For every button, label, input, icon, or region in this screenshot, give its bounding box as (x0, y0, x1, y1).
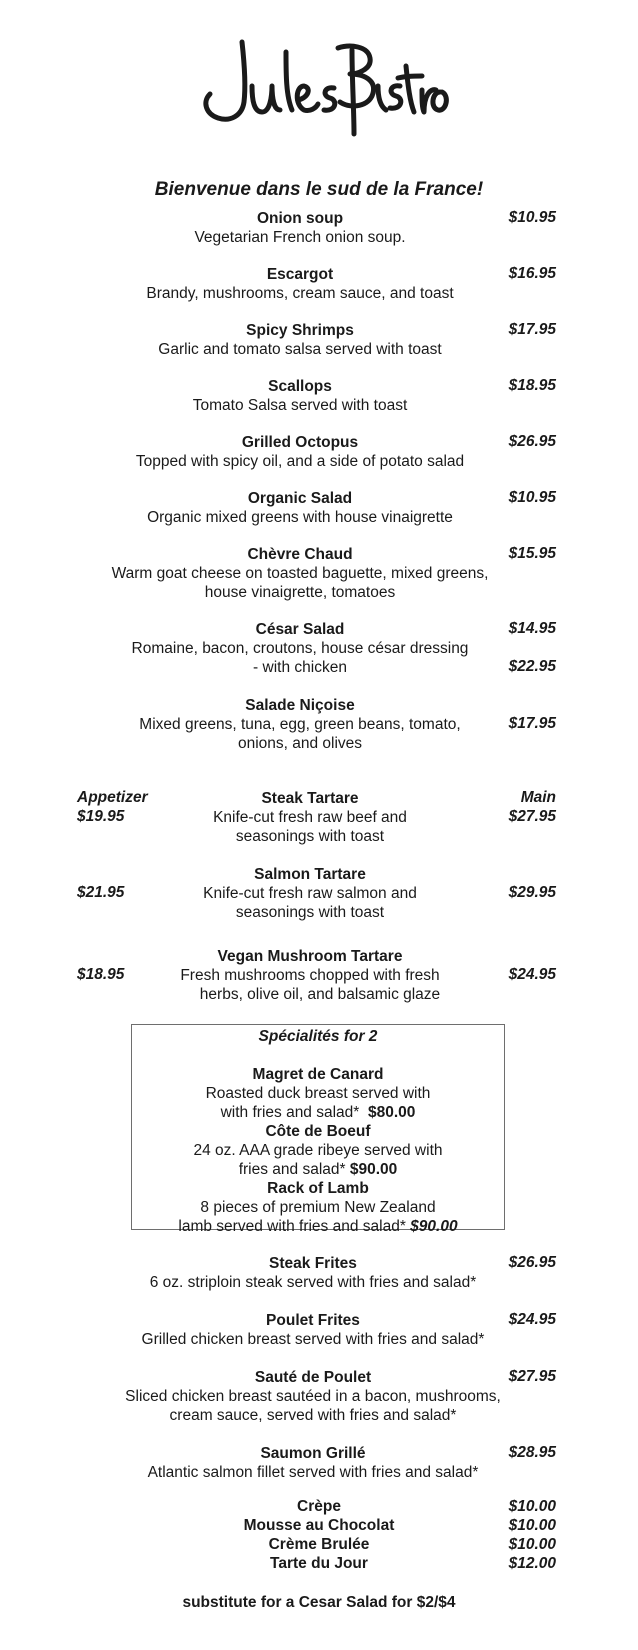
item-desc: Knife-cut fresh raw beef and (213, 809, 407, 826)
item-desc: Sliced chicken breast sautéed in a bacon, mushrooms, (125, 1388, 501, 1405)
item-desc: seasonings with toast (235, 828, 385, 845)
menu-item (100, 321, 500, 359)
appetizer-price: $19.95 (77, 808, 125, 825)
item-name: César Salad (255, 621, 345, 638)
special-name: Rack of Lamb (267, 1180, 369, 1197)
main-price: $27.95 (508, 808, 556, 825)
item-name: Steak Tartare (261, 790, 359, 807)
menu-item (100, 265, 500, 303)
special-price: $80.00 (367, 1104, 416, 1121)
item-name: Steak Frites (269, 1255, 357, 1272)
special-desc-line (132, 1160, 504, 1179)
menu-item (100, 620, 500, 677)
item-desc: Organic mixed greens with house vinaigrette (147, 509, 453, 526)
menu-item (113, 1311, 513, 1349)
item-price: $24.95 (508, 1311, 556, 1328)
appetizer-price: $18.95 (77, 966, 125, 983)
item-price: $28.95 (508, 1444, 556, 1461)
item-desc: - with chicken (253, 659, 347, 676)
special-desc: Roasted duck breast served with (205, 1085, 431, 1102)
item-name: Spicy Shrimps (246, 322, 354, 339)
special-desc: fries and salad* (238, 1161, 346, 1178)
item-name: Escargot (266, 266, 334, 283)
dessert-prices (509, 1497, 556, 1573)
bistro-logo (200, 30, 450, 140)
item-desc: seasonings with toast (235, 904, 385, 921)
item-desc: onions, and olives (237, 735, 363, 752)
item-price: $16.95 (508, 265, 556, 282)
item-price: $18.95 (508, 377, 556, 394)
item-name: Scallops (268, 378, 332, 395)
item-name: Saumon Grillé (260, 1445, 366, 1462)
item-desc: house vinaigrette, tomatoes (204, 584, 396, 601)
welcome-heading: Bienvenue dans le sud de la France! (154, 179, 484, 200)
item-name: Salade Niçoise (245, 697, 355, 714)
special-price: $90.00 (410, 1218, 458, 1235)
appetizer-header: Appetizer (77, 789, 148, 806)
item-desc: 6 oz. striploin steak served with fries and salad* (149, 1274, 477, 1291)
item-desc: Atlantic salmon fillet served with fries and salad* (147, 1464, 479, 1481)
main-price: $24.95 (508, 966, 556, 983)
item-name: Salmon Tartare (254, 866, 366, 883)
special-desc: 24 oz. AAA grade ribeye served with (193, 1142, 443, 1159)
dessert-name: Crème Brulée (268, 1536, 370, 1553)
dessert-price: $10.00 (508, 1498, 556, 1515)
footer-note: substitute for a Cesar Salad for $2/$4 (182, 1594, 456, 1611)
menu-item (100, 433, 500, 471)
item-desc: Knife-cut fresh raw salmon and (203, 885, 417, 902)
item-desc: Romaine, bacon, croutons, house césar dressing (131, 640, 469, 657)
menu-item (100, 377, 500, 415)
menu-item (100, 489, 500, 527)
item-name: Poulet Frites (266, 1312, 360, 1329)
main-header: Main (520, 789, 556, 806)
special-name: Côte de Boeuf (265, 1123, 371, 1140)
item-price: $17.95 (508, 321, 556, 338)
specials-box (131, 1024, 505, 1235)
item-name: Onion soup (256, 210, 344, 227)
item-desc: Vegetarian French onion soup. (194, 229, 406, 246)
menu-item (100, 545, 500, 602)
item-name: Chèvre Chaud (247, 546, 353, 563)
specials-title: Spécialités for 2 (258, 1028, 378, 1045)
item-desc: Grilled chicken breast served with fries and salad* (141, 1331, 485, 1348)
menu-item (113, 1368, 513, 1425)
menu-item (100, 696, 500, 753)
item-desc: Garlic and tomato salsa served with toast (158, 341, 442, 358)
dessert-price: $10.00 (508, 1517, 556, 1534)
special-price: $90.00 (349, 1161, 398, 1178)
special-desc: 8 pieces of premium New Zealand (200, 1199, 436, 1216)
item-desc: Brandy, mushrooms, cream sauce, and toast (146, 285, 454, 302)
main-price: $29.95 (508, 884, 556, 901)
dessert-price: $12.00 (508, 1555, 556, 1572)
item-price: $26.95 (508, 1254, 556, 1271)
item-price: $27.95 (508, 1368, 556, 1385)
item-price: $26.95 (508, 433, 556, 450)
item-desc: Topped with spicy oil, and a side of potato salad (135, 453, 465, 470)
item-desc: cream sauce, served with fries and salad* (169, 1407, 457, 1424)
item-name: Sauté de Poulet (254, 1369, 372, 1386)
special-desc-line (132, 1103, 504, 1122)
item-price: $17.95 (508, 715, 556, 732)
special-desc-line (132, 1217, 504, 1236)
item-name: Vegan Mushroom Tartare (217, 948, 403, 965)
appetizer-price: $21.95 (77, 884, 125, 901)
dessert-price: $10.00 (508, 1536, 556, 1553)
item-desc: Fresh mushrooms chopped with fresh (180, 967, 440, 984)
item-price: $10.95 (508, 489, 556, 506)
menu-item (100, 209, 500, 247)
item-price-with-chicken: $22.95 (508, 658, 556, 675)
item-name: Grilled Octopus (241, 434, 359, 451)
dessert-name: Tarte du Jour (270, 1555, 368, 1572)
tartare-item (110, 865, 510, 922)
item-name: Organic Salad (247, 490, 353, 507)
tartare-item (110, 947, 510, 1004)
menu-item (113, 1444, 513, 1482)
menu-item (113, 1254, 513, 1292)
dessert-name: Mousse au Chocolat (243, 1517, 395, 1534)
item-price: $15.95 (508, 545, 556, 562)
special-name: Magret de Canard (252, 1066, 384, 1083)
item-desc: Mixed greens, tuna, egg, green beans, tomato, (139, 716, 461, 733)
item-desc: Warm goat cheese on toasted baguette, mixed greens, (111, 565, 489, 582)
tartare-item (110, 789, 510, 846)
item-desc: herbs, olive oil, and balsamic glaze (199, 986, 441, 1003)
item-desc: Tomato Salsa served with toast (192, 397, 408, 414)
dessert-name: Crèpe (297, 1498, 341, 1515)
special-desc: with fries and salad* (220, 1104, 360, 1121)
special-desc: lamb served with fries and salad* (178, 1218, 406, 1235)
item-price: $14.95 (508, 620, 556, 637)
item-price: $10.95 (508, 209, 556, 226)
